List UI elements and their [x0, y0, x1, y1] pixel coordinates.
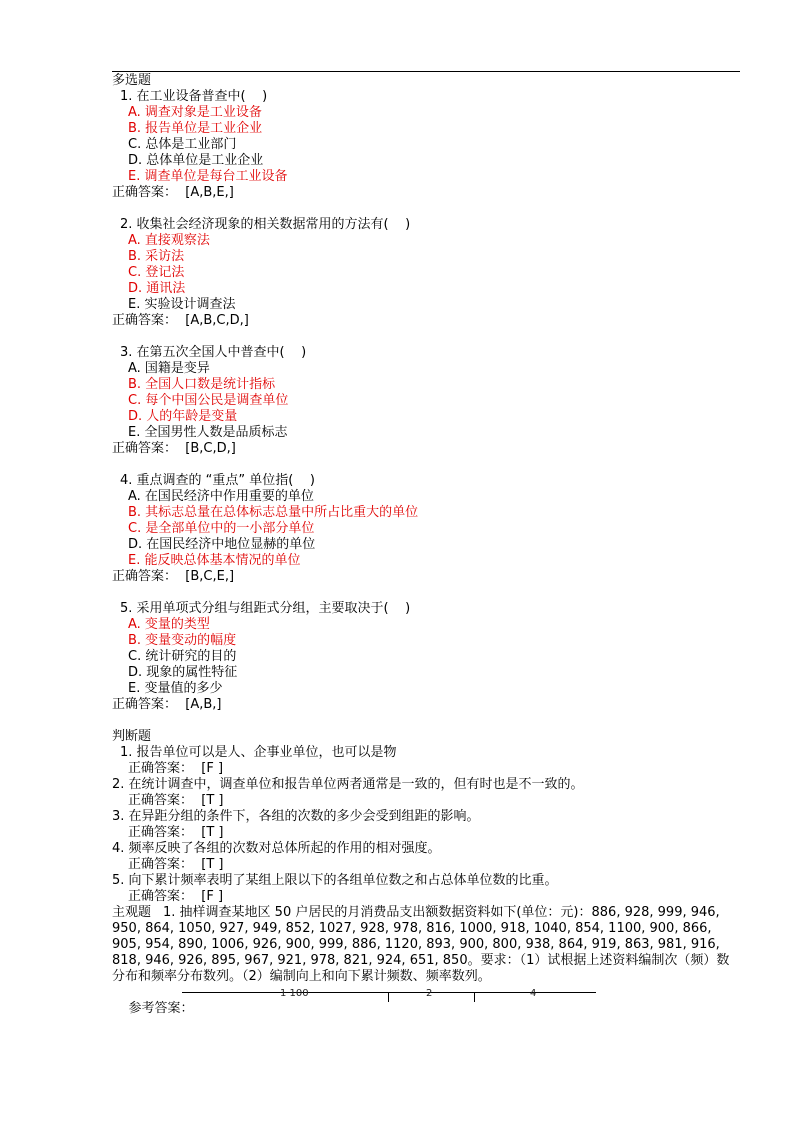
correct-answer-value: [B,C,E,]	[185, 569, 235, 584]
reference-answer-label: 参考答案：	[128, 1001, 194, 1016]
question-stem: 4. 重点调查的 “重点” 单位指( )	[120, 473, 315, 488]
correct-answer-label: 正确答案：	[128, 825, 194, 840]
answer-option: C. 统计研究的目的	[128, 649, 237, 664]
question-stem: 5. 采用单项式分组与组距式分组，主要取决于( )	[120, 601, 411, 616]
correct-answer-value: [T ]	[201, 793, 224, 808]
answer-table-divider	[388, 993, 389, 1002]
subjective-question	[112, 905, 742, 985]
answer-option: B. 采访法	[128, 249, 185, 264]
answer-option: D. 总体单位是工业企业	[128, 153, 264, 168]
answer-table-divider	[474, 993, 475, 1002]
answer-table-fragment: 1 100	[280, 988, 309, 999]
answer-option: C. 登记法	[128, 265, 185, 280]
judge-stem: 1. 报告单位可以是人、企事业单位，也可以是物	[120, 745, 397, 760]
answer-option: E. 能反映总体基本情况的单位	[128, 553, 301, 568]
answer-option: E. 实验设计调查法	[128, 297, 236, 312]
judge-list	[112, 745, 742, 905]
judge-stem: 3. 在异距分组的条件下，各组的次数的多少会受到组距的影响。	[112, 809, 480, 824]
correct-answer-value: [A,B,C,D,]	[185, 313, 249, 328]
correct-answer-label: 正确答案：	[112, 185, 178, 200]
question-gap	[112, 329, 742, 345]
section-gap	[112, 713, 742, 729]
correct-answer	[112, 313, 742, 329]
answer-option: D. 人的年龄是变量	[128, 409, 238, 424]
answer-option: B. 全国人口数是统计指标	[128, 377, 276, 392]
correct-answer-value: [A,B,E,]	[185, 185, 234, 200]
correct-answer	[112, 185, 742, 201]
correct-answer-label: 正确答案：	[128, 889, 194, 904]
correct-answer	[112, 857, 742, 873]
judge-stem: 5. 向下累计频率表明了某组上限以下的各组单位数之和占总体单位数的比重。	[112, 873, 558, 888]
question-gap	[112, 201, 742, 217]
correct-answer	[112, 569, 742, 585]
question-stem: 3. 在第五次全国人中普查中( )	[120, 345, 307, 360]
correct-answer	[112, 441, 742, 457]
answer-option: E. 调查单位是每台工业设备	[128, 169, 288, 184]
answer-option: B. 其标志总量在总体标志总量中所占比重大的单位	[128, 505, 419, 520]
judge-stem: 4. 频率反映了各组的次数对总体所起的作用的相对强度。	[112, 841, 441, 856]
correct-answer-value: [T ]	[201, 857, 224, 872]
answer-table-edge	[182, 988, 596, 1105]
correct-answer-value: [T ]	[201, 825, 224, 840]
correct-answer-label: 正确答案：	[128, 793, 194, 808]
answer-option: D. 通讯法	[128, 281, 186, 296]
answer-table-fragment: 2	[426, 988, 433, 999]
correct-answer	[112, 889, 742, 905]
answer-option: D. 在国民经济中地位显赫的单位	[128, 537, 316, 552]
multi-choice-list	[112, 89, 742, 713]
question-stem: 1. 在工业设备普查中( )	[120, 89, 268, 104]
answer-option: A. 直接观察法	[128, 233, 210, 248]
question-gap	[112, 585, 742, 601]
correct-answer	[112, 793, 742, 809]
correct-answer-label: 正确答案：	[112, 313, 178, 328]
answer-option: D. 现象的属性特征	[128, 665, 238, 680]
answer-option: A. 国籍是变异	[128, 361, 210, 376]
correct-answer-value: [A,B,]	[185, 697, 222, 712]
correct-answer-value: [F ]	[201, 761, 224, 776]
header-rule	[112, 71, 740, 72]
question-stem: 2. 收集社会经济现象的相关数据常用的方法有( )	[120, 217, 411, 232]
judge-heading: 判断题	[112, 729, 152, 744]
answer-option: A. 变量的类型	[128, 617, 210, 632]
answer-option: B. 变量变动的幅度	[128, 633, 237, 648]
judge-stem: 2. 在统计调查中，调查单位和报告单位两者通常是一致的，但有时也是不一致的。	[112, 777, 584, 792]
answer-option: A. 调查对象是工业设备	[128, 105, 262, 120]
correct-answer-label: 正确答案：	[112, 569, 178, 584]
question-gap	[112, 457, 742, 473]
answer-table-fragment: 4	[530, 988, 537, 999]
correct-answer	[112, 825, 742, 841]
answer-option: B. 报告单位是工业企业	[128, 121, 263, 136]
correct-answer-label: 正确答案：	[112, 441, 178, 456]
answer-option: E. 变量值的多少	[128, 681, 223, 696]
answer-option: C. 总体是工业部门	[128, 137, 237, 152]
answer-option: C. 每个中国公民是调查单位	[128, 393, 289, 408]
correct-answer-label: 正确答案：	[112, 697, 178, 712]
correct-answer-value: [F ]	[201, 889, 224, 904]
subjective-heading: 主观题	[112, 905, 152, 920]
correct-answer-label: 正确答案：	[128, 857, 194, 872]
answer-option: E. 全国男性人数是品质标志	[128, 425, 288, 440]
answer-option: A. 在国民经济中作用重要的单位	[128, 489, 314, 504]
correct-answer	[112, 761, 742, 777]
answer-option: C. 是全部单位中的一小部分单位	[128, 521, 315, 536]
multi-choice-heading: 多选题	[112, 73, 152, 88]
document-body	[112, 73, 742, 1016]
correct-answer-value: [B,C,D,]	[185, 441, 236, 456]
subjective-text: 1. 抽样调查某地区 50 户居民的月消费品支出额数据资料如下(单位：元)：886, 928, 999, 946, 950, 864, 1050, 927, 949, 852, 1027, 928, 978, 816, 1000, 918, 1040, 854, 1100, 900, 866, 905, 954, 890, 1006, 926, 900, 999, 886, 1120, 893, 900, 800, 938, 864, 919, 863, 981, 916, 818, 946, 926, 895, 967, 921, 978, 821, 924, 651, 850。要求：（1）试根据上述资料编制次（频）数分布和频率分布数列。（2）编制向上和向下累计频数、频率数列。	[112, 905, 730, 984]
correct-answer-label: 正确答案：	[128, 761, 194, 776]
correct-answer	[112, 697, 742, 713]
reference-answer	[112, 985, 742, 1016]
